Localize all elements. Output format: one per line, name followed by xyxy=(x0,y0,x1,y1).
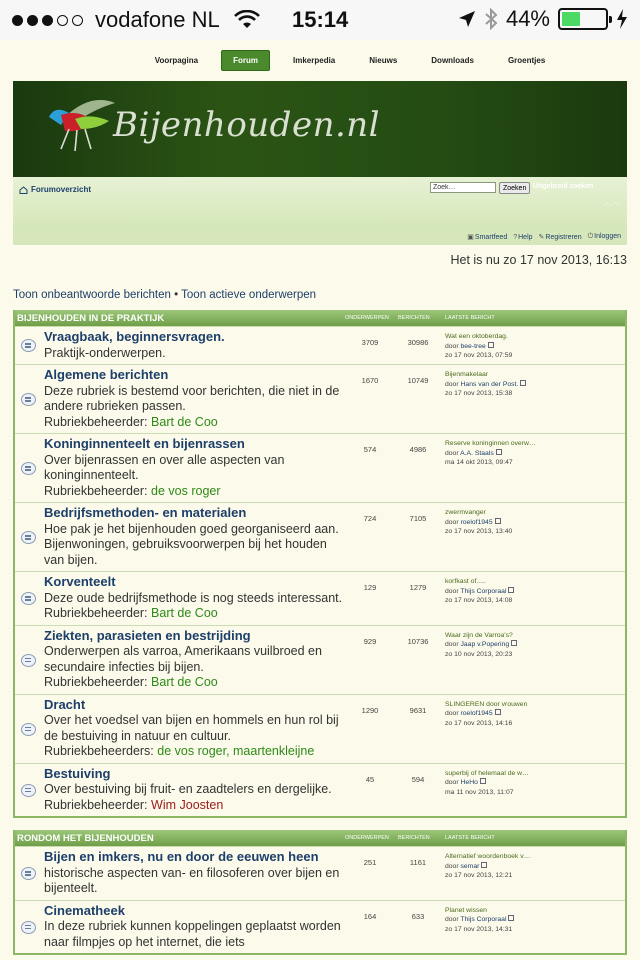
nav-imkerpedia[interactable]: Imkerpedia xyxy=(293,56,336,65)
register-link[interactable] xyxy=(539,233,582,241)
last-post-title[interactable]: zwermvanger xyxy=(445,509,486,516)
battery-fill xyxy=(562,12,580,26)
topic-count: 929 xyxy=(363,636,377,646)
topic-count: 3709 xyxy=(361,338,379,347)
bluetooth-icon xyxy=(484,8,498,30)
quick-links xyxy=(13,289,627,307)
clock: 15:14 xyxy=(292,7,349,32)
last-post-author[interactable]: roelof1945 xyxy=(460,710,493,717)
forum-description: Over het voedsel van bijen en hommels en hun rol bij de bestuiving in natuur en cultuur. xyxy=(44,713,339,743)
post-count: 9631 xyxy=(409,705,427,715)
last-post-title[interactable]: SLINGEREN door vrouwen xyxy=(445,700,528,708)
forum-row[interactable] xyxy=(15,326,625,364)
breadcrumb[interactable] xyxy=(19,185,91,194)
forum-title-link[interactable]: Bestuiving xyxy=(44,765,111,781)
last-post-by: door xyxy=(445,587,459,595)
last-post-by: door xyxy=(445,641,459,648)
last-post-title[interactable]: Bijenmakelaar xyxy=(445,371,489,378)
last-post-by: door xyxy=(445,710,459,717)
forum-read-icon xyxy=(21,723,36,736)
moderator-name[interactable]: de vos roger, maartenkleijne xyxy=(157,744,315,758)
last-post xyxy=(445,769,605,798)
column-last-post-header: LAATSTE BERICHT xyxy=(445,835,495,841)
forum-row[interactable] xyxy=(15,763,625,817)
category-title[interactable]: RONDOM HET BIJENHOUDEN xyxy=(17,832,154,844)
topic-count: 164 xyxy=(363,911,377,921)
topic-count: 724 xyxy=(363,514,377,523)
collapse-arrows-icon[interactable]: ︿︿ xyxy=(603,198,619,207)
location-arrow-icon xyxy=(458,10,476,28)
last-post-title[interactable]: korfkast of..... xyxy=(445,578,486,585)
last-post-title[interactable]: Reserve koninginnen overw… xyxy=(445,440,536,447)
category-header xyxy=(15,310,625,326)
site-banner[interactable] xyxy=(13,81,627,177)
last-post xyxy=(445,508,605,537)
search-input[interactable] xyxy=(430,182,496,193)
moderator-label: Rubriekbeheerder: xyxy=(44,414,148,429)
last-post-by: door xyxy=(445,342,459,350)
goto-last-post-icon[interactable] xyxy=(511,640,517,646)
last-post xyxy=(445,906,605,935)
last-post-date: zo 17 nov 2013, 12:21 xyxy=(445,872,513,879)
column-topics-header: ONDERWERPEN xyxy=(345,315,389,321)
last-post-author[interactable]: Jaap v.Popering xyxy=(460,641,510,648)
login-label: Inloggen xyxy=(594,233,621,240)
post-count: 10749 xyxy=(407,376,429,385)
forum-read-icon xyxy=(21,592,36,605)
post-count: 7105 xyxy=(409,514,427,523)
post-count: 633 xyxy=(411,911,425,921)
advanced-search-link[interactable]: Uitgebreid zoeken xyxy=(533,183,594,190)
signal-strength-icon xyxy=(12,15,83,26)
register-label: Registreren xyxy=(545,234,582,241)
topic-count: 574 xyxy=(363,445,377,454)
help-link[interactable] xyxy=(513,234,532,241)
nav-nieuws[interactable]: Nieuws xyxy=(369,56,398,65)
forum-read-icon xyxy=(21,654,36,667)
forum-description: Onderwerpen als varroa, Amerikaans vuilbroed en secundaire infecties bij bijen. xyxy=(44,644,322,674)
forum-title-link[interactable]: Dracht xyxy=(44,696,86,712)
post-count: 1161 xyxy=(409,858,427,867)
last-post-author[interactable]: Thijs Corporaal xyxy=(460,916,507,923)
current-datetime: Het is nu zo 17 nov 2013, 16:13 xyxy=(450,253,627,267)
forum-row[interactable] xyxy=(15,571,625,625)
topic-count: 1670 xyxy=(361,376,379,385)
moderator-name[interactable]: Bart de Coo xyxy=(151,414,218,429)
last-post-author[interactable]: A.A. Staals xyxy=(460,449,494,457)
post-count: 1279 xyxy=(409,583,427,592)
moderator-name[interactable]: Bart de Coo xyxy=(151,606,218,620)
search-bar xyxy=(13,177,627,229)
last-post-title[interactable]: Alternatief woordenboek v… xyxy=(445,853,531,860)
unanswered-posts-link[interactable]: Toon onbeantwoorde berichten xyxy=(13,289,171,301)
last-post-by: door xyxy=(445,449,459,457)
category-header xyxy=(15,830,625,846)
nav-downloads[interactable]: Downloads xyxy=(431,56,474,65)
power-icon: ⏻ xyxy=(587,233,594,240)
site-logo-text: Bijenhouden.nl xyxy=(113,105,381,145)
last-post-by: door xyxy=(445,916,459,923)
last-post-author[interactable]: roelof1945 xyxy=(460,518,493,526)
last-post-date: zo 17 nov 2013, 14:31 xyxy=(445,925,513,933)
forum-category xyxy=(13,830,627,955)
wifi-icon xyxy=(234,10,260,30)
column-topics-header: ONDERWERPEN xyxy=(345,835,389,841)
forum-read-icon xyxy=(21,339,36,352)
carrier-name: vodafone NL xyxy=(95,7,220,32)
last-post-title[interactable]: superbij of helemaal de w… xyxy=(445,769,529,777)
forum-row[interactable] xyxy=(15,502,625,571)
last-post-by: door xyxy=(445,862,459,870)
nav-groentjes[interactable]: Groentjes xyxy=(507,56,546,65)
forum-title-link[interactable]: Ziekten, parasieten en bestrijding xyxy=(44,627,251,643)
topic-count: 251 xyxy=(363,858,377,867)
last-post-title[interactable]: Planet wissen xyxy=(445,906,487,914)
last-post-by: door xyxy=(445,779,459,786)
forum-description: In deze rubriek kunnen koppelingen geplaatst worden naar filmpjes op het internet, die iets xyxy=(44,919,341,949)
home-icon xyxy=(19,186,28,194)
smartfeed-label: Smartfeed xyxy=(474,234,508,241)
post-count: 10736 xyxy=(407,636,429,646)
active-topics-link[interactable]: Toon actieve onderwerpen xyxy=(181,289,317,301)
forum-categories xyxy=(13,310,627,955)
battery-percentage: 44% xyxy=(505,6,550,31)
goto-last-post-icon[interactable] xyxy=(495,518,501,524)
last-post xyxy=(445,577,605,606)
help-label: Help xyxy=(518,233,533,241)
forum-title-link[interactable]: Bijen en imkers, nu en door de eeuwen heen xyxy=(44,849,319,864)
last-post-date: ma 11 nov 2013, 11:07 xyxy=(445,788,514,796)
forum-description: Hoe pak je het bijenhouden goed georganiseerd aan. Bijenwoningen, gebruiksvoorwerpen bij het houden van bijen. xyxy=(44,521,339,567)
forum-read-icon xyxy=(21,393,36,406)
pencil-icon: ✎ xyxy=(538,234,545,241)
user-bar xyxy=(13,229,627,245)
goto-last-post-icon[interactable] xyxy=(481,862,487,868)
last-post-author[interactable]: Thijs Corporaal xyxy=(460,587,507,595)
forum-title-link[interactable]: Cinematheek xyxy=(44,902,125,918)
moderator-name[interactable]: Bart de Coo xyxy=(151,675,218,689)
topic-count: 45 xyxy=(365,774,375,784)
smartfeed-link[interactable] xyxy=(467,233,507,241)
top-navigation xyxy=(13,40,627,81)
post-count: 30986 xyxy=(407,338,429,347)
forum-read-icon xyxy=(21,462,36,475)
last-post-date: ma 14 okt 2013, 09:47 xyxy=(445,459,513,466)
separator: • xyxy=(170,289,182,301)
forum-description: Over bestuiving bij fruit- en zaadtelers en dergelijke. xyxy=(44,782,332,796)
feed-icon: ▣ xyxy=(467,234,474,241)
forum-description: Over bijenrassen en over alle aspecten van koninginnenteelt. xyxy=(44,452,285,482)
bee-logo-icon xyxy=(35,95,125,155)
last-post-title[interactable]: Waar zijn de Varroa's? xyxy=(445,631,513,639)
post-count: 594 xyxy=(411,774,425,784)
charging-bolt-icon xyxy=(616,8,628,30)
last-post-date: zo 17 nov 2013, 15:38 xyxy=(445,390,513,397)
forum-title-link[interactable]: Koninginnenteelt en bijenrassen xyxy=(44,436,245,451)
forum-row[interactable] xyxy=(15,364,625,433)
nav-voorpagina[interactable]: Voorpagina xyxy=(154,56,199,65)
moderator-label: Rubriekbeheerder: xyxy=(44,483,148,498)
last-post xyxy=(445,332,605,361)
last-post xyxy=(445,439,605,468)
forum-description: Deze rubriek is bestemd voor berichten, die niet in de andere rubrieken passen. xyxy=(44,383,340,413)
forum-page xyxy=(0,40,640,960)
forum-read-icon xyxy=(21,784,36,797)
status-bar xyxy=(0,0,640,40)
breadcrumb-forum-index[interactable]: Forumoverzicht xyxy=(31,185,92,194)
forum-row[interactable] xyxy=(15,846,625,900)
last-post-author[interactable]: Hans van der Post. xyxy=(460,380,519,388)
last-post-title[interactable]: Wat een oktoberdag. xyxy=(445,333,508,340)
moderator-name[interactable]: de vos roger xyxy=(151,483,221,498)
post-count: 4986 xyxy=(409,445,427,454)
forum-title-link[interactable]: Korventeelt xyxy=(44,574,116,589)
last-post xyxy=(445,700,605,729)
goto-last-post-icon[interactable] xyxy=(496,449,502,455)
forum-category xyxy=(13,310,627,818)
forum-row[interactable] xyxy=(15,900,625,954)
forum-row[interactable] xyxy=(15,433,625,502)
moderator-label: Rubriekbeheerder: xyxy=(44,606,148,620)
moderator-label: Rubriekbeheerders: xyxy=(44,744,154,758)
forum-description: historische aspecten van- en filosoferen over bijen en bijenteelt. xyxy=(44,865,340,895)
goto-last-post-icon[interactable] xyxy=(495,709,501,715)
last-post-author[interactable]: semar xyxy=(460,862,480,870)
nav-forum[interactable]: Forum xyxy=(221,50,270,71)
last-post-author[interactable]: bee-tree xyxy=(460,342,486,350)
last-post-date: zo 17 nov 2013, 13:40 xyxy=(445,528,513,535)
forum-title-link[interactable]: Algemene berichten xyxy=(44,367,169,382)
last-post-date: zo 17 nov 2013, 14:16 xyxy=(445,719,513,727)
topic-count: 129 xyxy=(363,583,377,592)
last-post xyxy=(445,852,605,881)
last-post-author[interactable]: HeHo xyxy=(460,779,478,786)
last-post-date: zo 17 nov 2013, 14:08 xyxy=(445,597,513,604)
forum-row[interactable] xyxy=(15,625,625,694)
forum-title-link[interactable]: Bedrijfsmethoden- en materialen xyxy=(44,505,247,520)
moderator-label: Rubriekbeheerder: xyxy=(44,675,148,689)
forum-read-icon xyxy=(21,867,36,880)
column-last-post-header: LAATSTE BERICHT xyxy=(445,315,495,321)
topic-count: 1290 xyxy=(361,705,379,715)
goto-last-post-icon[interactable] xyxy=(488,342,494,348)
goto-last-post-icon[interactable] xyxy=(520,380,526,386)
last-post xyxy=(445,631,605,660)
last-post-date: zo 10 nov 2013, 20:23 xyxy=(445,650,513,658)
moderator-name[interactable]: Wim Joosten xyxy=(151,797,224,812)
forum-row[interactable] xyxy=(15,694,625,763)
last-post-by: door xyxy=(445,518,459,526)
goto-last-post-icon[interactable] xyxy=(508,587,514,593)
forum-read-icon xyxy=(21,531,36,544)
battery-icon xyxy=(558,8,608,30)
category-title[interactable]: BIJENHOUDEN IN DE PRAKTIJK xyxy=(17,312,165,324)
last-post xyxy=(445,370,605,399)
forum-description: Praktijk-onderwerpen. xyxy=(44,345,166,360)
search-button[interactable]: Zoeken xyxy=(499,182,530,194)
column-posts-header: BERICHTEN xyxy=(398,315,430,321)
last-post-by: door xyxy=(445,380,459,388)
forum-title-link[interactable]: Vraagbaak, beginnersvragen. xyxy=(44,329,225,344)
last-post-date: zo 17 nov 2013, 07:59 xyxy=(445,352,513,359)
column-posts-header: BERICHTEN xyxy=(398,835,430,841)
moderator-label: Rubriekbeheerder: xyxy=(44,797,148,812)
help-icon: ? xyxy=(513,233,518,241)
login-link[interactable] xyxy=(588,233,621,241)
goto-last-post-icon[interactable] xyxy=(508,915,514,921)
forum-description: Deze oude bedrijfsmethode is nog steeds interessant. xyxy=(44,590,343,605)
forum-read-icon xyxy=(21,921,36,934)
goto-last-post-icon[interactable] xyxy=(480,778,486,784)
